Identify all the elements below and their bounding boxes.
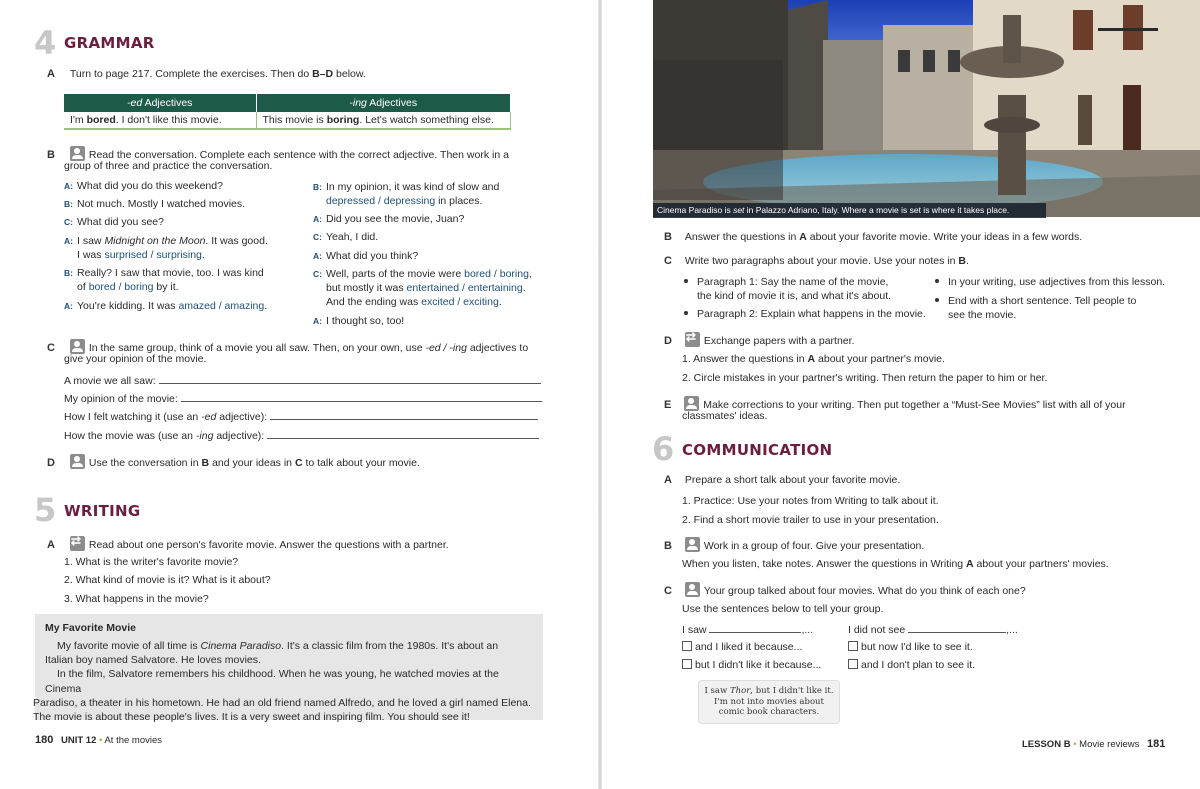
conversation-line: A: I saw Midnight on the Moon. It was good. (64, 235, 268, 247)
question-2: 2. What kind of movie is it? What is it about? (64, 574, 271, 586)
table-header-ing: -ing Adjectives (256, 94, 511, 112)
pair-work-icon (685, 332, 700, 347)
exercise-6c-2: Use the sentences below to tell your group. (682, 603, 884, 615)
conversation-line: C: Yeah, I did. (313, 231, 379, 243)
bullet-item: End with a short sentence. Tell people to (935, 295, 1136, 308)
adjective-choice[interactable]: depressed / depressing (326, 195, 436, 207)
table-header-ed: -ed Adjectives (64, 94, 256, 112)
fill-in-felt: How I felt watching it (use an -ed adjective): (64, 410, 538, 424)
page-number: 180 (35, 734, 54, 746)
exercise-4c-instructions-2: give your opinion of the movie. (64, 353, 207, 365)
exercise-4d: D Use the conversation in B and your ideas in C to talk about your movie. (47, 454, 420, 470)
example-speech-bubble: I saw Thor, but I didn't like it. I'm not into movies about comic book characters. (699, 681, 839, 723)
section-title-grammar: GRAMMAR (64, 34, 155, 52)
exercise-4b-instructions: B Read the conversation. Complete each sentence with the correct adjective. Then work in a (47, 146, 509, 162)
table-cell-ed-example: I'm bored. I don't like this movie. (64, 112, 256, 129)
conversation-line: B: Not much. Mostly I watched movies. (64, 198, 246, 210)
exercise-5b: B Answer the questions in A about your favorite movie. Write your ideas in a few words. (664, 231, 1083, 243)
step-2: 2. Find a short movie trailer to use in your presentation. (682, 514, 939, 526)
checkbox[interactable] (682, 641, 692, 651)
conversation-line: A: What did you think? (313, 250, 419, 262)
left-page-footer: 180 UNIT 12 • At the movies (35, 734, 163, 746)
conversation-line: of bored / boring by it. (77, 281, 179, 293)
section-number-4: 4 (34, 24, 57, 62)
adjectives-table (64, 94, 511, 130)
answer-line[interactable] (270, 410, 538, 420)
conversation-line: A: What did you do this weekend? (64, 180, 223, 192)
answer-line[interactable] (159, 374, 541, 384)
bullet-icon (684, 279, 688, 283)
adjective-choice[interactable]: bored / boring (88, 281, 154, 293)
option-liked: and I liked it because... (682, 641, 802, 654)
bullet-item-continued: see the movie. (948, 309, 1017, 321)
unit-topic: At the movies (104, 735, 163, 746)
adjective-choice[interactable]: surprised / surprising (104, 249, 202, 261)
step-1: 1. Answer the questions in A about your partner's movie. (682, 353, 945, 365)
exercise-4b-instructions-2: group of three and practice the conversation. (64, 160, 273, 172)
conversation-line: depressed / depressing in places. (326, 195, 483, 207)
table-cell-ing-example: This movie is boring. Let's watch something else. (256, 112, 511, 129)
page-number: 181 (1147, 738, 1166, 750)
exercise-6b-2: When you listen, take notes. Answer the questions in Writing A about your partners' movies. (682, 558, 1109, 570)
adjective-choice[interactable]: excited / exciting (421, 296, 499, 308)
exercise-4a: A Turn to page 217. Complete the exercises. Then do B–D below. (47, 68, 366, 80)
bullet-icon (684, 311, 688, 315)
bullet-item-continued: the kind of movie it is, and what it's about. (697, 290, 892, 302)
pair-work-icon (70, 536, 85, 551)
group-work-icon (685, 537, 700, 552)
cinema-paradiso-location-photo (653, 0, 1200, 217)
conversation-line: A: Did you see the movie, Juan? (313, 213, 465, 225)
exercise-4c-instructions: C In the same group, think of a movie you all saw. Then, on your own, use -ed / -ing adjectives to (47, 339, 528, 355)
unit-label: UNIT 12 (61, 735, 97, 746)
exercise-5a: A ⇄ Read about one person's favorite movie. Answer the questions with a partner. (47, 536, 449, 552)
option-dont-plan: and I don't plan to see it. (848, 659, 975, 672)
conversation-line: C: Well, parts of the movie were bored / boring, (313, 268, 532, 280)
step-1: 1. Practice: Use your notes from Writing to talk about it. (682, 495, 939, 507)
bullet-icon (935, 298, 939, 302)
bullet-item: Paragraph 1: Say the name of the movie, (684, 276, 888, 289)
conversation-line: A: You're kidding. It was amazed / amazing. (64, 300, 268, 312)
bullet-icon (935, 279, 939, 283)
exercise-6a: A Prepare a short talk about your favorite movie. (664, 474, 901, 486)
answer-line[interactable] (709, 623, 801, 633)
exercise-6b: B Work in a group of four. Give your presentation. (664, 537, 924, 553)
question-1: 1. What is the writer's favorite movie? (64, 556, 239, 568)
section-number-5: 5 (34, 491, 57, 529)
adjective-choice[interactable]: amazed / amazing (178, 300, 265, 312)
lesson-label: LESSON B (1022, 739, 1071, 750)
answer-line[interactable] (181, 392, 542, 402)
lesson-topic: Movie reviews (1079, 739, 1140, 750)
fill-in-opinion: My opinion of the movie: (64, 392, 542, 406)
reading-title: My Favorite Movie (45, 622, 137, 634)
fill-in-movie: A movie we all saw: (64, 374, 541, 388)
answer-line[interactable] (908, 623, 1006, 633)
adjective-choice[interactable]: entertained / entertaining (406, 282, 523, 294)
exercise-5e: E Make corrections to your writing. Then put together a “Must-See Movies” list with all of your (664, 396, 1126, 412)
fill-in-how: How the movie was (use an -ing adjective): (64, 429, 539, 443)
group-work-icon (70, 339, 85, 354)
conversation-line: C: What did you see? (64, 216, 164, 228)
group-work-icon (685, 582, 700, 597)
step-2: 2. Circle mistakes in your partner's writing. Then return the paper to him or her. (682, 372, 1048, 384)
conversation-line: A: I thought so, too! (313, 315, 405, 327)
group-work-icon (684, 396, 699, 411)
answer-line[interactable] (267, 429, 539, 439)
section-title-writing: WRITING (64, 502, 141, 520)
conversation-line: And the ending was excited / exciting. (326, 296, 502, 308)
option-would-like: but now I'd like to see it. (848, 641, 973, 654)
group-work-icon (70, 146, 85, 161)
reading-paragraph-2: In the film, Salvatore remembers his childhood. When he was young, he watched movies at the Cinema Paradiso, a theater in his hometown. He had an old friend named Alfredo, and he loved a girl named Elena. The movie is about these people's lives. It is a very sweet and inspiring film. You should see it! (33, 668, 531, 724)
conversation-line: but mostly it was entertained / entertaining. (326, 282, 526, 294)
right-page-footer: LESSON B • Movie reviews 181 (1022, 738, 1166, 750)
checkbox[interactable] (682, 659, 692, 669)
conversation-line: B: In my opinion, it was kind of slow and (313, 181, 500, 193)
exercise-5d: D ⇄ Exchange papers with a partner. (664, 332, 854, 348)
sentence-frame-did-not-see: I did not see ,... (848, 624, 1018, 636)
photo-caption: Cinema Paradiso is set in Palazzo Adriano, Italy. Where a movie is set is where it takes place. (653, 203, 1046, 218)
exercise-6c: C Your group talked about four movies. What do you think of each one? (664, 582, 1026, 598)
option-didnt-like: but I didn't like it because... (682, 659, 821, 672)
sentence-frame-saw: I saw ,... (682, 624, 814, 636)
reading-passage-box (33, 614, 543, 724)
checkbox[interactable] (848, 641, 858, 651)
question-3: 3. What happens in the movie? (64, 593, 209, 605)
conversation-line: I was surprised / surprising. (77, 249, 205, 261)
conversation-line: B: Really? I saw that movie, too. I was kind (64, 267, 264, 279)
bullet-item: Paragraph 2: Explain what happens in the movie. (684, 308, 926, 321)
exercise-5e-2: classmates' ideas. (682, 410, 768, 422)
checkbox[interactable] (848, 659, 858, 669)
exercise-5c: C Write two paragraphs about your movie. Use your notes in B. (664, 255, 969, 267)
section-title-communication: COMMUNICATION (682, 441, 833, 459)
section-number-6: 6 (652, 430, 675, 468)
adjective-choice[interactable]: bored / boring (464, 268, 529, 280)
page-gutter (598, 0, 602, 789)
reading-paragraph-1: My favorite movie of all time is Cinema Paradiso. It's a classic film from the 1980s. It's about an Italian boy named Salvatore. He loves movies. (45, 640, 499, 667)
group-work-icon (70, 454, 85, 469)
bullet-item: In your writing, use adjectives from this lesson. (935, 276, 1165, 289)
